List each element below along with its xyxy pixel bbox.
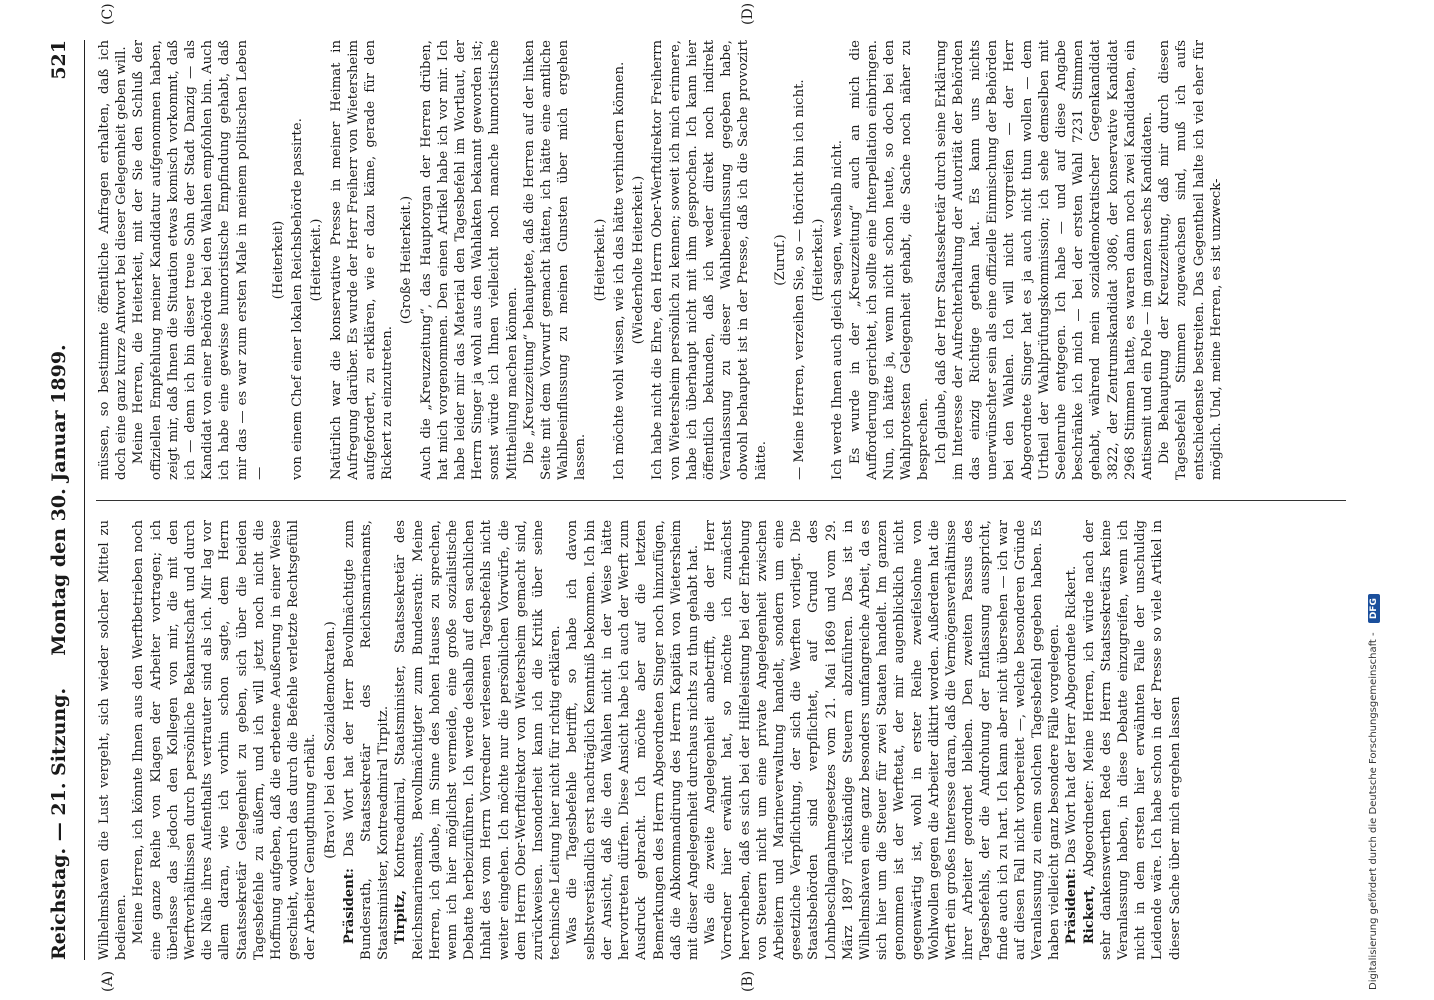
paragraph-text: — Meine Herren, verzeihen Sie, so — thöricht bin ich nicht. [791, 79, 807, 480]
paragraph [829, 40, 846, 480]
speaker-name: Präsident: [1064, 868, 1080, 945]
stage-direction: (Heiterkeit) [271, 220, 287, 300]
paragraph-text: Natürlich war die konservative Presse in meiner Heimat in Aufregung darüber. Es wurde der Herr Freiherr von Wietersheim aufgefordert, zu erklären, wie er dazu käme, gerade für den Rickert zu einzutreten. [328, 40, 396, 480]
header-session-title: Reichstag. — 21. Sitzung. [48, 687, 70, 960]
paragraph-text: Es wurde in der „Kreuzzeitung“ auch an mich die Aufforderung gerichtet, ich sollte eine Interpellation einbringen. Nun, ich hätte ja, wenn nicht schon heute, so doch bei den Wahlprotesten Gelegenheit gehabt, die Sache noch näher zu besprechen. [847, 40, 932, 480]
paragraph [130, 520, 319, 960]
paragraph [1156, 40, 1225, 480]
paragraph [96, 40, 130, 480]
column-divider [96, 500, 1346, 501]
paragraph-text: Die Behauptung der Kreuzzeitung, daß mir durch diesen Tagesbefehl Stimmen zugewachsen sind, muß ich aufs entschiedenste bestreiten. Das Gegentheil halte ich viel eher für möglich. Und, meine Herren, es ist unzweck- [1157, 40, 1224, 480]
running-head [48, 40, 78, 960]
paragraph-text: Wilhelmshaven die Lust vergeht, sich wieder solcher Mittel zu bedienen. [97, 520, 130, 960]
paragraph [564, 520, 702, 960]
paragraph [328, 40, 397, 480]
paragraph [1063, 520, 1080, 960]
margin-marker-d: (D) [740, 2, 756, 25]
paragraph-text: Meine Herren, ich könnte Ihnen aus den Werftbetrieben noch eine ganze Reihe von Klagen der Arbeiter vortragen; ich überlasse das jedoch den Kollegen von mir, die mit den Werftverhältnissen durch persönliche Bekanntschaft und durch die Nähe ihres Aufenthalts vertrauter sind als ich. Mir lag vor allem daran, wie ich vorhin schon sagte, dem Herrn Staatssekretär Gelegenheit zu geben, sich über die beiden Tagesbefehle zu äußern, und ich will jetzt noch nicht die Hoffnung aufgeben, daß die erbetene Aeußerung in einer Weise geschieht, wodurch das durch die Befehle verletzte Rechtsgefühl der Arbeiter Genugthuung erhält. [131, 520, 319, 960]
speaker-name: Präsident: [341, 868, 357, 945]
header-rule [84, 40, 85, 960]
paragraph-text: Ich glaube, daß der Herr Staatssekretär durch seine Erklärung im Interesse der Aufrechterhaltung der Autorität der Behörden das einzig Richtige gethan hat. Es kann uns nichts unerwünschter sein als eine offizielle Einmischung der Behörden bei den Wahlen. Ich will nicht vorgreifen — der Herr Abgeordnete Singer hat es ja auch nicht thun wollen — dem Urtheil der Wahlprüfungskommission; ich sehe demselben mit Seelenruhe entgegen. Ich habe — und auf diese Angabe beschränke ich mich — bei der ersten Wahl 7231 Stimmen gehabt, während mein sozialdemokratischer Gegenkandidat 3822, der Zentrumskandidat 3086, der konservative Kandidat 2968 Stimmen hatte, es waren dann noch zwei Kandidaten, ein Antisemit und ein Pole — im ganzen sechs Kandidaten. [933, 40, 1155, 480]
speaker-name: Tirpitz, [393, 889, 409, 945]
paragraph [791, 40, 808, 480]
paragraph-text: Abgeordneter: Meine Herren, ich würde nach der sehr dankenswerthen Rede des Herrn Staatssekretärs keine Veranlassung haben, in diese Debatte einzugreifen, wenn ich nicht in dem ersten hier erwähnten Falle der unschuldig Leidende wäre. Ich habe schon in der Presse so viele Artikel in dieser Sache über mich ergehen lassen [1081, 520, 1183, 960]
margin-marker-c: (C) [100, 3, 116, 25]
paragraph [96, 520, 130, 960]
paragraph-text: Die „Kreuzzeitung“ behauptete, daß die Herren auf der linken Seite mit dem Vorwurf gemacht hätten, ich hätte eine amtliche Wahlbeeinflussung zu meinen Gunsten über mich ergehen lassen. [521, 40, 589, 480]
paragraph-text: Kontreadmiral, Staatsminister, Staatssekretär des Reichsmarineamts, Bevollmächtigter zum Bundesrath: Meine Herren, ich glaube, im Sinne des hohen Hauses zu sprechen, wenn ich hier möglichst vermeide, eine große sozialistische Debatte herbeizuführen. Ich werde deshalb auf den sachlichen Inhalt des vom Herrn Vorredner verlesenen Tagesbefehls nicht weiter eingehen. Ich möchte nur die persönlichen Vorwürfe, die dem Herrn Ober-Werftdirektor von Wietersheim gemacht sind, zurückweisen. Insonderheit kann ich die Kritik über seine technische Leitung hier nicht für richtig erklären. [393, 520, 564, 960]
margin-marker-a: (A) [100, 970, 116, 992]
stage-direction: (Heiterkeit.) [309, 218, 325, 302]
margin-marker-b: (B) [740, 970, 756, 992]
page-number: 521 [48, 40, 70, 80]
right-column [96, 40, 1356, 480]
paragraph [341, 520, 393, 960]
dfg-logo: DFG [1368, 594, 1380, 623]
paragraph-text: Das Wort hat der Herr Bevollmächtigte zum Bundesrath, Staatssekretär des Reichsmarineamts, Staatsminister, Kontreadmiral Tirpitz. [341, 520, 392, 960]
paragraph [130, 40, 268, 480]
stage-direction: (Heiterkeit.) [592, 218, 608, 302]
digitization-credit-text: Digitalisierung gefördert durch die Deutsche Forschungsgemeinschaft - [1368, 632, 1379, 990]
stage-direction: (Wiederholte Heiterkeit.) [631, 175, 647, 345]
header-date: Montag den 30. Januar 1899. [48, 344, 70, 656]
paragraph-text: Ich werde Ihnen auch gleich sagen, weshalb nicht. [830, 140, 846, 480]
paragraph [611, 40, 628, 480]
paragraph-text: Ich möchte wohl wissen, wie ich das hätte verhindern können. [611, 61, 627, 480]
paragraph-text: Was die Tagesbefehle betrifft, so habe ich davon selbstverständlich erst nachträglich Kenntniß bekommen. Ich bin der Ansicht, daß die den Wahlen nicht in der Weise hätte hervortreten dürfen. Diese Ansicht habe ich auch der Werft zum Ausdruck gebracht. Ich möchte aber auf die letzten Bemerkungen des Herrn Abgeordneten Singer noch hinzufügen, daß die Abkommandirung des Herrn Kapitän von Wietersheim mit dieser Angelegenheit durchaus nichts zu thun gehabt hat. [565, 520, 701, 960]
left-column [96, 520, 1356, 960]
paragraph-text: Auch die „Kreuzzeitung“, das Hauptorgan der Herren drüben, hat mich vorgenommen. Den einen Artikel habe ich vor mir. Ich habe leider mir das Material den Tagesbefehl im Wortlaut, der Herrn Singer ja wohl aus den Wahlakten bekannt geworden ist; sonst würde ich Ihnen vielleicht noch manche humoristische Mittheilung machen können. [418, 40, 520, 480]
paragraph-text: Meine Herren, die Heiterkeit, mit der Sie den Schluß der offiziellen Empfehlung meiner Kandidatur aufgenommen haben, zeigt mir, daß Ihnen die Situation etwas komisch vorkommt, daß ich — denn ich bin dieser treue Sohn der Stadt Danzig — als Kandidat von einer Behörde bei den Wahlen empfohlen bin. Auch ich habe eine gewisse humoristische Empfindung gehabt, daß mir das — es war zum ersten Male in meinem politischen Leben — [131, 40, 267, 480]
stage-direction: (Bravo! bei den Sozialdemokraten.) [322, 621, 338, 859]
paragraph [847, 40, 933, 480]
paragraph-text: von einem Chef einer lokalen Reichsbehörde passirte. [290, 118, 306, 480]
paragraph [1081, 520, 1184, 960]
paragraph [702, 520, 1063, 960]
stage-direction: (Heiterkeit.) [811, 218, 827, 302]
paragraph [933, 40, 1157, 480]
paragraph [521, 40, 590, 480]
paragraph-text: Was die zweite Angelegenheit anbetrifft, die der Herr Vorredner hier erwähnt hat, so möchte ich zunächst hervorheben, daß es sich bei der Hilfeleistung bei der Erhebung von Steuern nicht um eine private Angelegenheit zwischen Arbeitern und Marineverwaltung handelt, sondern um eine gesetzliche Verpflichtung, der sich die Werften vorliegt. Die Staatsbehörden sind verpflichtet, auf Grund des Lohnbeschlagnahmegesetzes vom 21. Mai 1869 und vom 29. März 1897 rückständige Steuern abzuführen. Das ist in Wilhelmshaven eine ganz besonders umfangreiche Arbeit, da es sich hier um die Steuer für zwei Staaten handelt. Im ganzen genommen ist der Werftetat, der mir augenblicklich nicht gegenwärtig ist, wohl in erster Reihe zweifelsohne von Wohlwollen gegen die Arbeiter diktirt worden. Außerdem hat die Werft ein großes Interesse daran, daß die Vermögensverhältnisse ihrer Arbeiter geordnet bleiben. Den zweiten Passus des Tagesbefehls, der die Androhung der Entlassung ausspricht, finde auch ich zu hart. Ich kann aber nicht übersehen — ich war auf diesen Fall nicht vorbereitet —, welche besonderen Gründe Veranlassung zu einem solchen Tagesbefehl gegeben haben. Es haben vielleicht ganz besondere Fälle vorgelegen. [703, 520, 1063, 960]
stage-direction: (Große Heiterkeit.) [399, 195, 415, 325]
stage-direction: (Zuruf.) [772, 234, 788, 286]
paragraph [649, 40, 769, 480]
paragraph-text: müssen, so bestimmte öffentliche Anfragen erhalten, daß ich doch eine ganz kurze Antwort bei dieser Gelegenheit geben will. [97, 40, 130, 480]
paragraph-text: Das Wort hat der Herr Abgeordnete Rickert. [1064, 565, 1080, 864]
paragraph [289, 40, 306, 480]
speaker-name: Rickert, [1081, 885, 1097, 945]
paragraph [418, 40, 521, 480]
paragraph-text: Ich habe nicht die Ehre, den Herrn Ober-Werftdirektor Freiherrn von Wietersheim persönlich zu kennen; soweit ich mich erinnere, habe ich überhaupt nicht mit ihm gesprochen. Ich kann hier öffentlich bekunden, daß ich weder direkt noch indirekt Veranlassung zu dieser Wahlbeeinflussung gegeben habe, obwohl behauptet ist in der Presse, daß ich die Sache provozirt hätte. [650, 40, 769, 480]
digitization-credit [1368, 10, 1388, 990]
paragraph [392, 520, 564, 960]
